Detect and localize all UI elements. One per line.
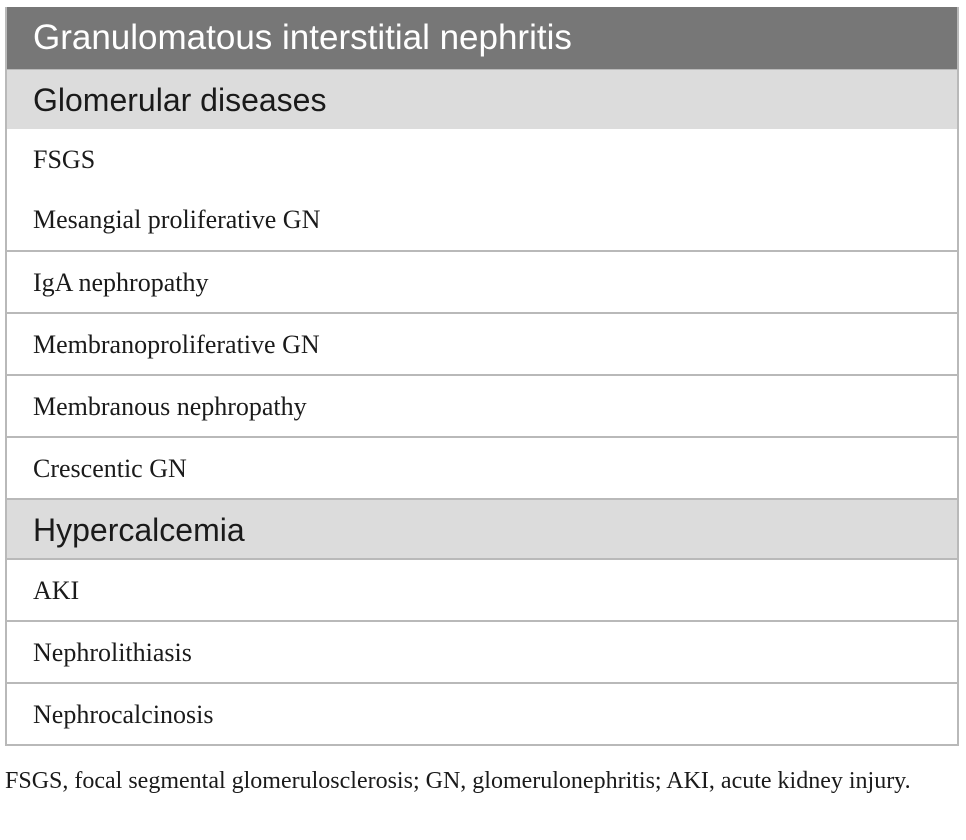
section-heading-glomerular-diseases: Glomerular diseases [7, 69, 957, 129]
table-row: Nephrolithiasis [7, 620, 957, 682]
table-row: FSGS [33, 145, 96, 174]
table-row: Nephrocalcinosis [7, 682, 957, 744]
table-row: AKI [7, 558, 957, 620]
table-row: Mesangial proliferative GN [33, 205, 321, 234]
table-footnote: FSGS, focal segmental glomerulosclerosis; GN, glomerulonephritis; AKI, acute kidney injury. [5, 768, 911, 794]
table-row: Membranous nephropathy [7, 374, 957, 436]
disease-table [5, 7, 959, 746]
table-title: Granulomatous interstitial nephritis [7, 7, 957, 69]
table-row: IgA nephropathy [7, 250, 957, 312]
table-row: Crescentic GN [7, 436, 957, 498]
table-row: Membranoproliferative GN [7, 312, 957, 374]
section-heading-hypercalcemia: Hypercalcemia [7, 498, 957, 558]
